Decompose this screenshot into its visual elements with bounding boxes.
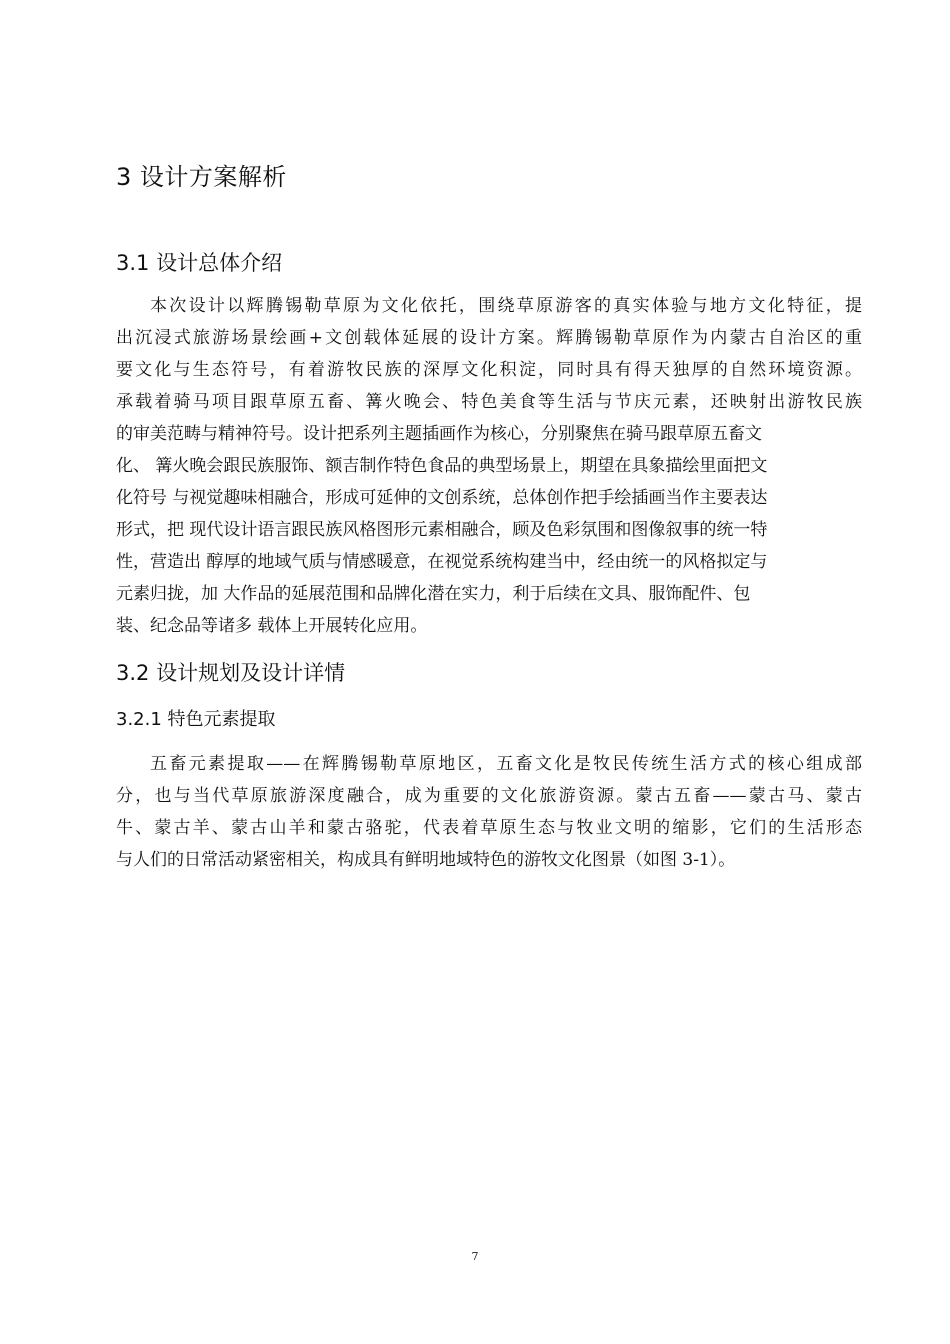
paragraph-3-1: [116, 290, 862, 642]
paragraph-line: 元素归拢，加 大作品的延展范围和品牌化潜在实力，利于后续在文具、服饰配件、包: [116, 584, 751, 604]
section-heading-3-1: 3.1 设计总体介绍: [116, 251, 283, 275]
chapter-heading: 3 设计方案解析: [116, 163, 287, 191]
paragraph-line: 性，营造出 醇厚的地域气质与情感暖意，在视觉系统构建当中，经由统一的风格拟定与: [116, 552, 768, 572]
paragraph-line: 承载着骑马项目跟草原五畜、篝火晚会、特色美食等生活与节庆元素，还映射出游牧民族: [116, 392, 862, 412]
paragraph-line: 分，也与当代草原旅游深度融合，成为重要的文化旅游资源。蒙古五畜——蒙古马、蒙古: [116, 786, 862, 806]
subsection-heading-3-2-1: 3.2.1 特色元素提取: [116, 709, 276, 730]
paragraph-line: 的审美范畴与精神符号。设计把系列主题插画作为核心，分别聚焦在骑马跟草原五畜文: [116, 424, 762, 444]
paragraph-line: 五畜元素提取——在辉腾锡勒草原地区，五畜文化是牧民传统生活方式的核心组成部: [150, 754, 862, 774]
paragraph-line: 装、纪念品等诸多 载体上开展转化应用。: [116, 616, 428, 636]
paragraph-line: 牛、蒙古羊、蒙古山羊和蒙古骆驼，代表着草原生态与牧业文明的缩影，它们的生活形态: [116, 818, 862, 838]
section-heading-3-2: 3.2 设计规划及设计详情: [116, 661, 346, 685]
paragraph-line: 出沉浸式旅游场景绘画+文创载体延展的设计方案。辉腾锡勒草原作为内蒙古自治区的重: [116, 328, 862, 348]
paragraph-line: 化符号 与视觉趣味相融合，形成可延伸的文创系统，总体创作把手绘插画当作主要表达: [116, 488, 768, 508]
paragraph-3-2-1: [116, 748, 862, 876]
page-number: 7: [471, 1250, 479, 1263]
paragraph-line: 形式，把 现代设计语言跟民族风格图形元素相融合，顾及色彩氛围和图像叙事的统一特: [116, 520, 768, 540]
paragraph-line: 化、 篝火晚会跟民族服饰、额吉制作特色食品的典型场景上，期望在具象描绘里面把文: [116, 456, 768, 476]
paragraph-line: 本次设计以辉腾锡勒草原为文化依托，围绕草原游客的真实体验与地方文化特征，提: [150, 296, 862, 316]
paragraph-line: 要文化与生态符号，有着游牧民族的深厚文化积淀，同时具有得天独厚的自然环境资源。: [116, 360, 862, 380]
paragraph-line: 与人们的日常活动紧密相关，构成具有鲜明地域特色的游牧文化图景（如图 3-1）。: [116, 850, 736, 870]
